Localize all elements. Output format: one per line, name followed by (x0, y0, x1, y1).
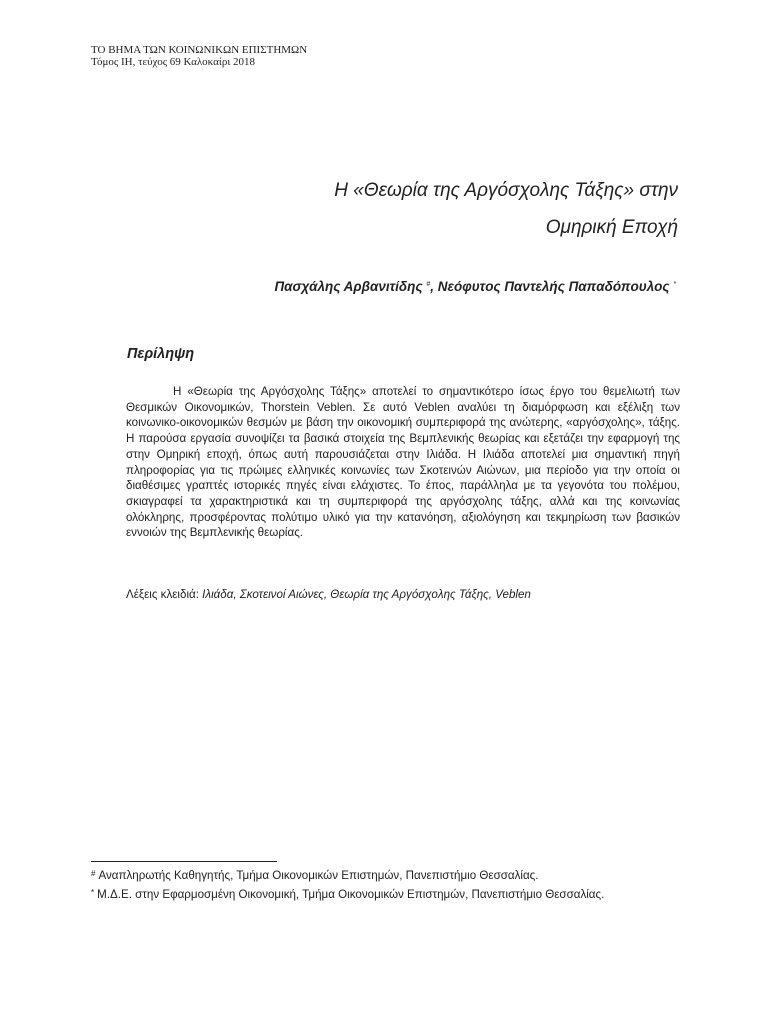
journal-name: ΤΟ ΒΗΜΑ ΤΩΝ ΚΟΙΝΩΝΙΚΩΝ ΕΠΙΣΤΗΜΩΝ (91, 44, 308, 56)
author-name: Νεόφυτος Παντελής Παπαδόπουλος (437, 279, 670, 294)
abstract-heading: Περίληψη (127, 346, 195, 362)
author-name: Πασχάλης Αρβανιτίδης (274, 279, 423, 294)
abstract-body: Η «Θεωρία της Αργόσχολης Τάξης» αποτελεί το σημαντικότερο ίσως έργο του θεμελιωτή των Θεσμικών Οικονομικών, Thorstein Veblen. Σε αυτό Veblen αναλύει τη διαμόρφωση και εξέλιξη των κοινωνικο-οικονομικών θεσμών με βάση την οικονομική συμπεριφορά της ανώτερης, «αργόσχολης», τάξης. Η παρούσα εργασία συνοψίζει τα βασικά στοιχεία της Βεμπλενικής θεωρίας και εξετάζει την εφαρμογή της στην Ομηρική εποχή, όπως αυτή παρουσιάζεται στην Ιλιάδα. Η Ιλιάδα αποτελεί μια σημαντική πηγή πληροφορίας για τις πρώιμες ελληνικές κοινωνίες των Σκοτεινών Αιώνων, μια περίοδο για την οποία οι διαθέσιμες γραπτές ιστορικές πηγές είναι ελάχιστες. Το έπος, παράλληλα με τα γεγονότα του πολέμου, σκιαγραφεί τα χαρακτηριστικά και τη συμπεριφορά της αργόσχολης τάξης, αλλά και της κοινωνίας ολόκληρης, προσφέροντας πολύτιμο υλικό για την κατανόηση, αξιολόγηση και τεκμηρίωση των βασικών εννοιών της Βεμπλενικής θεωρίας. (126, 385, 680, 540)
article-title-line-2: Ομηρική Εποχή (545, 217, 678, 238)
journal-issue: Τόμος ΙΗ, τεύχος 69 Καλοκαίρι 2018 (91, 56, 256, 68)
footnote (91, 866, 677, 884)
footnote (91, 885, 677, 903)
journal-header (91, 44, 307, 68)
footnote-separator (91, 861, 277, 862)
keywords-values: Ιλιάδα, Σκοτεινοί Αιώνες, Θεωρία της Αργόσχολης Τάξης, Veblen (202, 588, 531, 601)
footnote-text: Μ.Δ.Ε. στην Εφαρμοσμένη Οικονομική, Τμήμα Οικονομικών Επιστημών, Πανεπιστήμιο Θεσσαλίας. (97, 887, 605, 901)
footnote-mark: * (91, 887, 95, 897)
author-footnote-mark: # (426, 281, 431, 288)
author-separator: , (430, 279, 438, 294)
keywords-line (126, 588, 531, 601)
author-footnote-mark: * (673, 281, 676, 288)
footnote-text: Αναπληρωτής Καθηγητής, Τμήμα Οικονομικών Επιστημών, Πανεπιστήμιο Θεσσαλίας. (98, 869, 539, 882)
article-title (118, 172, 678, 246)
author-line (76, 279, 676, 294)
keywords-label: Λέξεις κλειδιά: (126, 588, 203, 601)
footnote-mark: # (91, 869, 96, 878)
footnotes (91, 866, 677, 903)
article-title-line-1: Η «Θεωρία της Αργόσχολης Τάξης» στην (334, 180, 678, 201)
